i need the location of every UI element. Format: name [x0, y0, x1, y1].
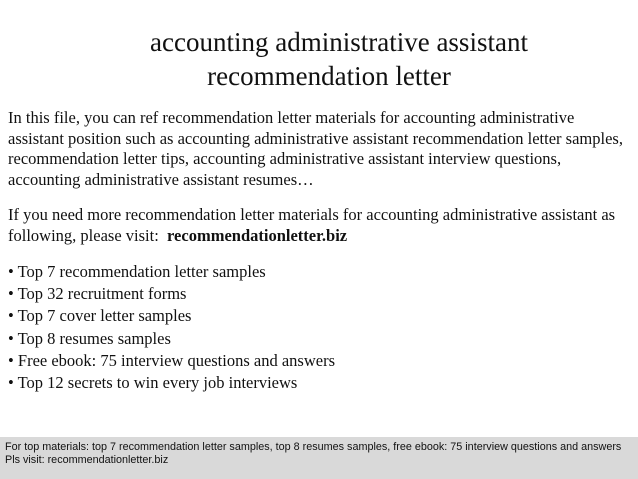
list-item: • Top 32 recruitment forms [8, 284, 187, 304]
page-title [0, 25, 638, 93]
list-item: • Top 7 recommendation letter samples [8, 262, 266, 281]
website-link[interactable]: recommendationletter.biz [167, 225, 348, 245]
body-content [8, 108, 632, 394]
resource-list [8, 261, 632, 394]
list-item: • Free ebook: 75 interview questions and answers [8, 350, 335, 370]
footer-line-2: Pls visit: recommendationletter.biz [5, 454, 169, 466]
intro-paragraph: In this file, you can ref recommendation letter materials for accounting administrative assistant position such as accounting administrative assistant recommendation letter samples, recommendation letter tips, accounting administrative assistant interview questions, accounting administrative assistant resumes… [8, 108, 623, 189]
list-item: • Top 12 secrets to win every job interviews [8, 373, 298, 393]
title-line-2: recommendation letter [207, 61, 451, 91]
footer-banner [0, 437, 638, 479]
visit-paragraph [8, 205, 632, 246]
list-item: • Top 7 cover letter samples [8, 306, 192, 326]
title-line-1: accounting administrative assistant [150, 27, 528, 57]
list-item: • Top 8 resumes samples [8, 328, 171, 348]
visit-text: If you need more recommendation letter materials for accounting administrative assistant as following, please visit: [8, 205, 616, 245]
footer-line-1: For top materials: top 7 recommendation letter samples, top 8 resumes samples, free ebook: 75 interview questions and answers [5, 441, 622, 453]
